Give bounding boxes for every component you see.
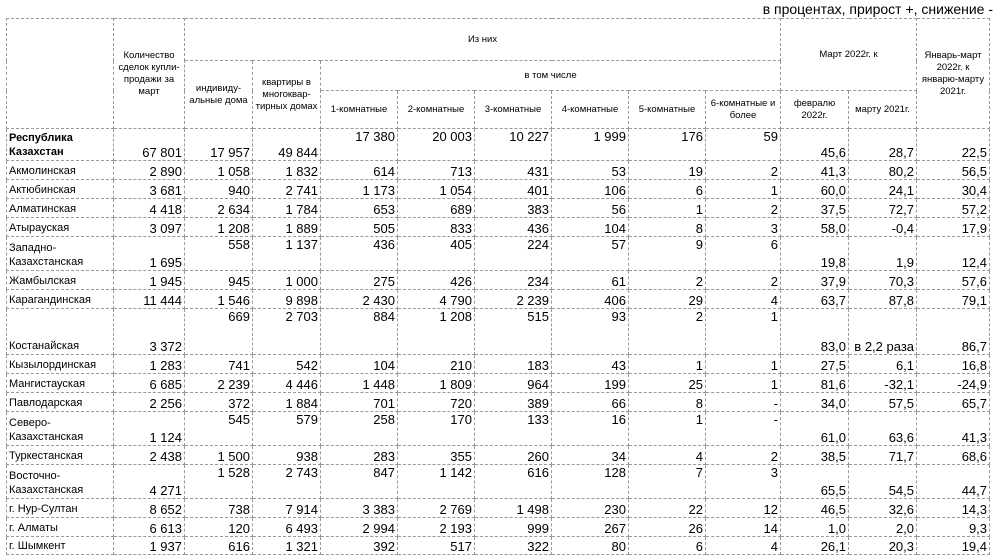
value-cell: 833 (398, 218, 475, 237)
of-which-header: Из них (185, 19, 781, 61)
value-cell: 234 (475, 271, 552, 290)
apartments-header: квартиры в многоквар-тирных домах (253, 61, 321, 129)
value-cell: 61 (552, 271, 629, 290)
value-cell: 14,3 (917, 499, 990, 518)
table-row (7, 518, 990, 537)
value-cell: 1 (629, 355, 706, 374)
value-cell: 940 (185, 180, 253, 199)
value-cell: 106 (552, 180, 629, 199)
value-cell: 1 124 (114, 412, 185, 446)
vs-february-header: февралю 2022г. (781, 91, 849, 129)
region-name: Павлодарская (7, 393, 114, 412)
value-cell: 12 (706, 499, 781, 518)
value-cell: 9,3 (917, 518, 990, 537)
value-cell: 1 054 (398, 180, 475, 199)
value-cell: 260 (475, 446, 552, 465)
value-cell: 999 (475, 518, 552, 537)
value-cell: 847 (321, 465, 398, 499)
value-cell: 25 (629, 374, 706, 393)
value-cell: 1 058 (185, 161, 253, 180)
value-cell: 56,5 (917, 161, 990, 180)
rooms-6-header: 6-комнатные и более (706, 91, 781, 129)
value-cell: 14 (706, 518, 781, 537)
value-cell: 2 438 (114, 446, 185, 465)
value-cell: 2 239 (475, 290, 552, 309)
value-cell: 392 (321, 537, 398, 555)
value-cell: 1 137 (253, 237, 321, 271)
value-cell: 3 (706, 218, 781, 237)
value-cell: 34,0 (781, 393, 849, 412)
value-cell: 738 (185, 499, 253, 518)
region-name: Костанайская (7, 309, 114, 355)
value-cell: 29 (629, 290, 706, 309)
table-row (7, 446, 990, 465)
region-name: Туркестанская (7, 446, 114, 465)
value-cell: 24,1 (849, 180, 917, 199)
value-cell: 53 (552, 161, 629, 180)
value-cell: 884 (321, 309, 398, 355)
value-cell: 61,0 (781, 412, 849, 446)
value-cell: 57,2 (917, 199, 990, 218)
value-cell: 41,3 (781, 161, 849, 180)
value-cell: 32,6 (849, 499, 917, 518)
value-cell: 19 (629, 161, 706, 180)
value-cell: 183 (475, 355, 552, 374)
value-cell: 2 256 (114, 393, 185, 412)
value-cell: 83,0 (781, 309, 849, 355)
value-cell: 1 528 (185, 465, 253, 499)
value-cell: 224 (475, 237, 552, 271)
value-cell: 1 000 (253, 271, 321, 290)
table-row (7, 309, 990, 355)
table-row (7, 374, 990, 393)
value-cell: 7 914 (253, 499, 321, 518)
value-cell: 6 493 (253, 518, 321, 537)
value-cell: 87,8 (849, 290, 917, 309)
value-cell: 6,1 (849, 355, 917, 374)
value-cell: 7 (629, 465, 706, 499)
value-cell: 43 (552, 355, 629, 374)
value-cell: 1 937 (114, 537, 185, 555)
value-cell: 81,6 (781, 374, 849, 393)
rooms-1-header: 1-комнатные (321, 91, 398, 129)
value-cell: 22 (629, 499, 706, 518)
value-cell: 4 418 (114, 199, 185, 218)
value-cell: 20,3 (849, 537, 917, 555)
value-cell: в 2,2 раза (849, 309, 917, 355)
janmar-header: Январь-март 2022г. к январю-марту 2021г. (917, 19, 990, 129)
value-cell: -24,9 (917, 374, 990, 393)
march-comparison-header: Март 2022г. к (781, 19, 917, 91)
value-cell: 44,7 (917, 465, 990, 499)
value-cell: 2 (706, 199, 781, 218)
table-body (7, 129, 990, 555)
value-cell: 2 741 (253, 180, 321, 199)
value-cell: 66 (552, 393, 629, 412)
value-cell: 4 271 (114, 465, 185, 499)
value-cell: 1 809 (398, 374, 475, 393)
region-name: Алматинская (7, 199, 114, 218)
value-cell: 1 173 (321, 180, 398, 199)
value-cell: 2 (629, 309, 706, 355)
value-cell: 653 (321, 199, 398, 218)
value-cell: 1 (706, 374, 781, 393)
value-cell: 6 (629, 537, 706, 555)
table-row (7, 355, 990, 374)
value-cell: 1 321 (253, 537, 321, 555)
rooms-5-header: 5-комнатные (629, 91, 706, 129)
value-cell: 2 (706, 446, 781, 465)
value-cell: 1 999 (552, 129, 629, 161)
value-cell: 945 (185, 271, 253, 290)
value-cell: 4 (706, 290, 781, 309)
value-cell: 6 685 (114, 374, 185, 393)
value-cell: 86,7 (917, 309, 990, 355)
value-cell: 9 898 (253, 290, 321, 309)
value-cell: 616 (185, 537, 253, 555)
region-header (7, 19, 114, 129)
value-cell: 2 193 (398, 518, 475, 537)
region-name: Жамбылская (7, 271, 114, 290)
value-cell: 1 (706, 309, 781, 355)
value-cell: -32,1 (849, 374, 917, 393)
value-cell: 20 003 (398, 129, 475, 161)
value-cell: 2 634 (185, 199, 253, 218)
vs-march-header: марту 2021г. (849, 91, 917, 129)
region-name: Мангистауская (7, 374, 114, 393)
value-cell: 10 227 (475, 129, 552, 161)
including-header: в том числе (321, 61, 781, 91)
region-name: Республика Казахстан (7, 129, 114, 161)
value-cell: 2 703 (253, 309, 321, 355)
value-cell: 517 (398, 537, 475, 555)
value-cell: 19,4 (917, 537, 990, 555)
value-cell: 2 (629, 271, 706, 290)
value-cell: 70,3 (849, 271, 917, 290)
rooms-2-header: 2-комнатные (398, 91, 475, 129)
value-cell: 3 372 (114, 309, 185, 355)
table-row (7, 271, 990, 290)
value-cell: 267 (552, 518, 629, 537)
value-cell: 389 (475, 393, 552, 412)
value-cell: 6 (629, 180, 706, 199)
value-cell: 669 (185, 309, 253, 355)
value-cell: 1 208 (185, 218, 253, 237)
value-cell: 616 (475, 465, 552, 499)
region-name: Северо-Казахстанская (7, 412, 114, 446)
value-cell: 57,6 (917, 271, 990, 290)
table-row (7, 290, 990, 309)
value-cell: 6 (706, 237, 781, 271)
value-cell: 405 (398, 237, 475, 271)
value-cell: 938 (253, 446, 321, 465)
value-cell: 22,5 (917, 129, 990, 161)
value-cell: 1 142 (398, 465, 475, 499)
value-cell: 104 (321, 355, 398, 374)
value-cell: 49 844 (253, 129, 321, 161)
table-row (7, 237, 990, 271)
value-cell: 133 (475, 412, 552, 446)
value-cell: 1 784 (253, 199, 321, 218)
value-cell: 16 (552, 412, 629, 446)
value-cell: 258 (321, 412, 398, 446)
value-cell: 1 884 (253, 393, 321, 412)
region-name: Западно-Казахстанская (7, 237, 114, 271)
value-cell: 4 (629, 446, 706, 465)
table-row (7, 412, 990, 446)
value-cell: 67 801 (114, 129, 185, 161)
value-cell: 515 (475, 309, 552, 355)
value-cell: 1 (629, 199, 706, 218)
value-cell: 11 444 (114, 290, 185, 309)
value-cell: 2 890 (114, 161, 185, 180)
value-cell: 436 (321, 237, 398, 271)
value-cell: 2 (706, 271, 781, 290)
table-row (7, 499, 990, 518)
value-cell: 545 (185, 412, 253, 446)
value-cell: 4 790 (398, 290, 475, 309)
value-cell: 689 (398, 199, 475, 218)
value-cell: 542 (253, 355, 321, 374)
value-cell: 176 (629, 129, 706, 161)
value-cell: 17,9 (917, 218, 990, 237)
value-cell: 26 (629, 518, 706, 537)
value-cell: 275 (321, 271, 398, 290)
value-cell: 9 (629, 237, 706, 271)
value-cell: 964 (475, 374, 552, 393)
value-cell: 170 (398, 412, 475, 446)
value-cell: 6 613 (114, 518, 185, 537)
value-cell: 8 652 (114, 499, 185, 518)
value-cell: - (706, 393, 781, 412)
table-row (7, 199, 990, 218)
value-cell: 58,0 (781, 218, 849, 237)
value-cell: 1,0 (781, 518, 849, 537)
region-name: г. Алматы (7, 518, 114, 537)
value-cell: 41,3 (917, 412, 990, 446)
value-cell: 199 (552, 374, 629, 393)
value-cell: 16,8 (917, 355, 990, 374)
value-cell: 436 (475, 218, 552, 237)
region-name: г. Шымкент (7, 537, 114, 555)
table-row (7, 161, 990, 180)
value-cell: 355 (398, 446, 475, 465)
value-cell: 72,7 (849, 199, 917, 218)
value-cell: 1 695 (114, 237, 185, 271)
value-cell: 30,4 (917, 180, 990, 199)
table-row (7, 180, 990, 199)
region-name: Атырауская (7, 218, 114, 237)
value-cell: 1,9 (849, 237, 917, 271)
region-name: Актюбинская (7, 180, 114, 199)
region-name: Акмолинская (7, 161, 114, 180)
value-cell: 2 239 (185, 374, 253, 393)
value-cell: 59 (706, 129, 781, 161)
rooms-3-header: 3-комнатные (475, 91, 552, 129)
region-name: Восточно-Казахстанская (7, 465, 114, 499)
value-cell: 372 (185, 393, 253, 412)
value-cell: 57,5 (849, 393, 917, 412)
value-cell: - (706, 412, 781, 446)
value-cell: 579 (253, 412, 321, 446)
value-cell: 4 446 (253, 374, 321, 393)
region-name: г. Нур-Султан (7, 499, 114, 518)
value-cell: 79,1 (917, 290, 990, 309)
value-cell: 426 (398, 271, 475, 290)
value-cell: 3 681 (114, 180, 185, 199)
value-cell: 128 (552, 465, 629, 499)
value-cell: 701 (321, 393, 398, 412)
value-cell: 80,2 (849, 161, 917, 180)
region-name: Карагандинская (7, 290, 114, 309)
value-cell: 3 383 (321, 499, 398, 518)
value-cell: 713 (398, 161, 475, 180)
value-cell: 230 (552, 499, 629, 518)
value-cell: 322 (475, 537, 552, 555)
value-cell: 1 (706, 180, 781, 199)
real-estate-deals-table (6, 18, 990, 555)
individual-houses-header: индивиду-альные дома (185, 61, 253, 129)
value-cell: 406 (552, 290, 629, 309)
region-name: Кызылординская (7, 355, 114, 374)
value-cell: 71,7 (849, 446, 917, 465)
units-note: в процентах, прирост +, снижение - (762, 1, 993, 17)
value-cell: 1 283 (114, 355, 185, 374)
value-cell: 283 (321, 446, 398, 465)
value-cell: 57 (552, 237, 629, 271)
value-cell: 1 832 (253, 161, 321, 180)
value-cell: 4 (706, 537, 781, 555)
value-cell: 1 (706, 355, 781, 374)
value-cell: 505 (321, 218, 398, 237)
value-cell: 1 448 (321, 374, 398, 393)
rooms-4-header: 4-комнатные (552, 91, 629, 129)
value-cell: 2,0 (849, 518, 917, 537)
value-cell: 401 (475, 180, 552, 199)
table-row (7, 218, 990, 237)
deals-count-header: Количество сделок купли-продажи за март (114, 19, 185, 129)
value-cell: 27,5 (781, 355, 849, 374)
value-cell: 37,5 (781, 199, 849, 218)
value-cell: 56 (552, 199, 629, 218)
value-cell: 45,6 (781, 129, 849, 161)
value-cell: 63,6 (849, 412, 917, 446)
value-cell: 54,5 (849, 465, 917, 499)
value-cell: 614 (321, 161, 398, 180)
value-cell: 1 500 (185, 446, 253, 465)
value-cell: 741 (185, 355, 253, 374)
value-cell: 65,5 (781, 465, 849, 499)
value-cell: 60,0 (781, 180, 849, 199)
value-cell: 65,7 (917, 393, 990, 412)
value-cell: 17 957 (185, 129, 253, 161)
value-cell: 63,7 (781, 290, 849, 309)
value-cell: 3 (706, 465, 781, 499)
table-row (7, 393, 990, 412)
value-cell: 46,5 (781, 499, 849, 518)
value-cell: 1 (629, 412, 706, 446)
value-cell: 8 (629, 393, 706, 412)
value-cell: 1 498 (475, 499, 552, 518)
value-cell: 120 (185, 518, 253, 537)
value-cell: 3 097 (114, 218, 185, 237)
value-cell: 26,1 (781, 537, 849, 555)
value-cell: 19,8 (781, 237, 849, 271)
value-cell: 17 380 (321, 129, 398, 161)
value-cell: 383 (475, 199, 552, 218)
value-cell: 68,6 (917, 446, 990, 465)
value-cell: 104 (552, 218, 629, 237)
value-cell: 8 (629, 218, 706, 237)
value-cell: 38,5 (781, 446, 849, 465)
value-cell: 93 (552, 309, 629, 355)
table-row (7, 129, 990, 161)
value-cell: 431 (475, 161, 552, 180)
table-row (7, 537, 990, 555)
value-cell: 80 (552, 537, 629, 555)
value-cell: 1 889 (253, 218, 321, 237)
value-cell: 1 945 (114, 271, 185, 290)
value-cell: 2 743 (253, 465, 321, 499)
value-cell: 2 (706, 161, 781, 180)
value-cell: 2 994 (321, 518, 398, 537)
table-row (7, 465, 990, 499)
value-cell: 34 (552, 446, 629, 465)
value-cell: 1 546 (185, 290, 253, 309)
value-cell: 2 769 (398, 499, 475, 518)
value-cell: -0,4 (849, 218, 917, 237)
value-cell: 558 (185, 237, 253, 271)
value-cell: 1 208 (398, 309, 475, 355)
value-cell: 2 430 (321, 290, 398, 309)
value-cell: 28,7 (849, 129, 917, 161)
value-cell: 12,4 (917, 237, 990, 271)
value-cell: 720 (398, 393, 475, 412)
value-cell: 210 (398, 355, 475, 374)
value-cell: 37,9 (781, 271, 849, 290)
